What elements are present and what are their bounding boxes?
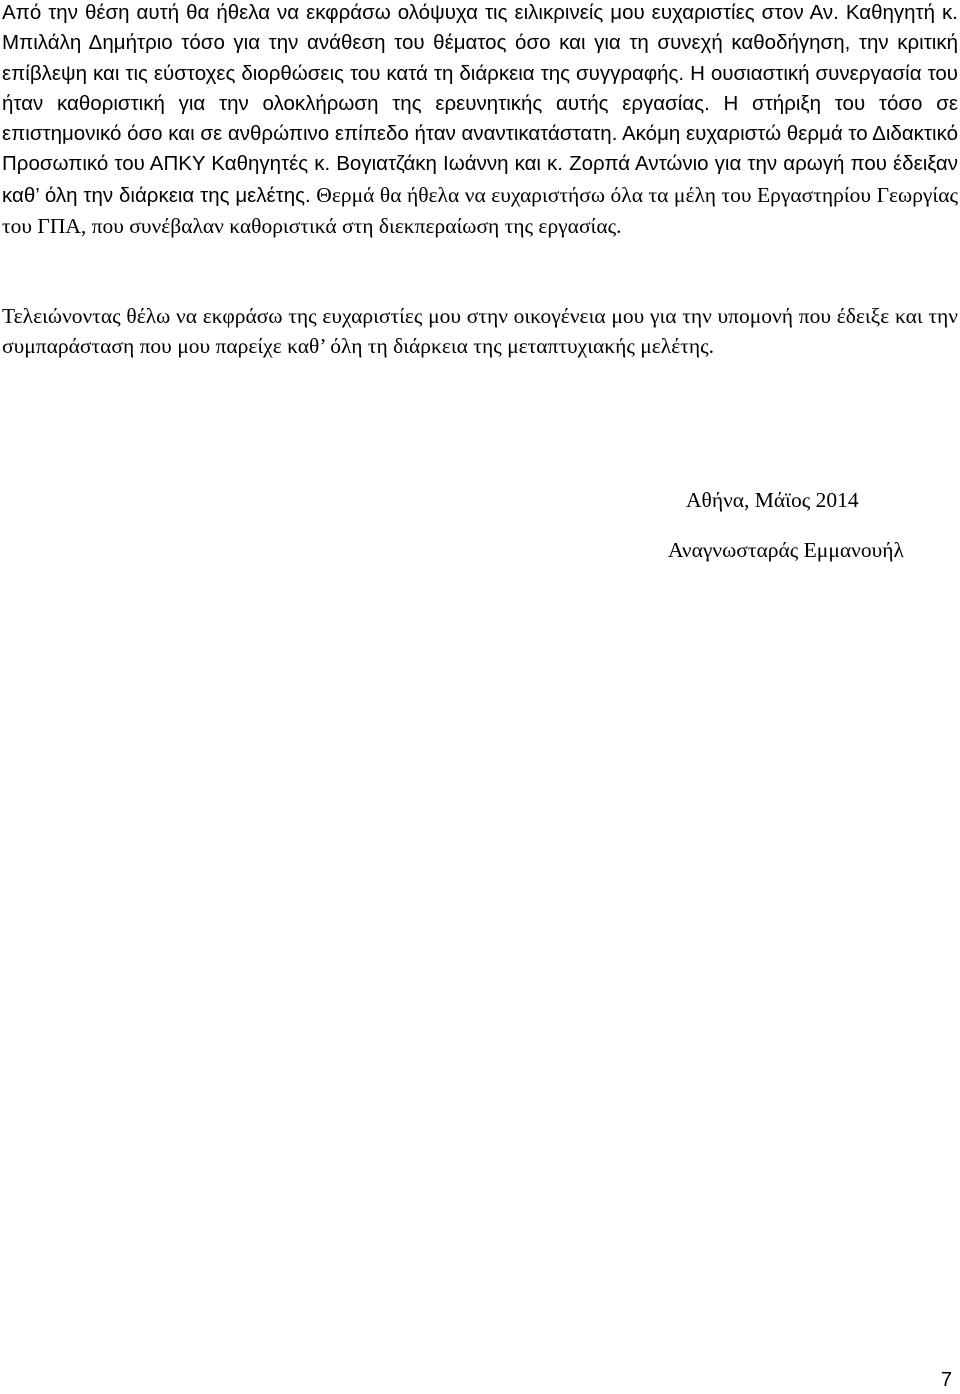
page-number: 7 [940,1369,952,1391]
paragraph-1-sans-part: Από την θέση αυτή θα ήθελα να εκφράσω ολόψυχα τις ειλικρινείς μου ευχαριστίες στον Αν. Καθηγητή κ. Μπιλάλη Δημήτριο τόσο για την ανάθεση του θέματος όσο και για τη συνεχή καθοδήγηση, την κριτική επίβλεψη και τις εύστοχες διορθώσεις του κατά τη διάρκεια της συγγραφής. Η ουσιαστική συνεργασία του ήταν καθοριστική για την ολοκλήρωση της ερευνητικής αυτής εργασίας. Η στήριξη του τόσο σε επιστημονικό όσο και σε ανθρώπινο επίπεδο ήταν αναντικατάστατη. Ακόμη ευχαριστώ θερμά το Διδακτικό Προσωπικό του ΑΠΚΥ Καθηγητές κ. Βογιατζάκη Ιωάννη και κ. Ζορπά Αντώνιο για την αρωγή που έδειξαν καθ’ όλη την διάρκεια της μελέτης. [2,1,958,207]
paragraph-1-serif-part: Θερμά θα ήθελα να ευχαριστήσω όλα τα μέλη του Εργαστηρίου Γεωργίας του ΓΠΑ, που συνέβαλαν καθοριστικά στη διεκπεραίωση της εργασίας. [2,182,958,239]
signature-author: Αναγνωσταράς Εμμανουήλ [668,538,904,562]
acknowledgement-paragraph-2: Τελειώνοντας θέλω να εκφράσω της ευχαριστίες μου στην οικογένεια μου για την υπομονή που έδειξε και την συμπαράσταση που μου παρείχε καθ’ όλη τη διάρκεια της μεταπτυχιακής μελέτης. [2,304,958,359]
signature-place-date: Αθήνα, Μάϊος 2014 [686,488,859,512]
acknowledgement-paragraph-1 [2,0,958,242]
